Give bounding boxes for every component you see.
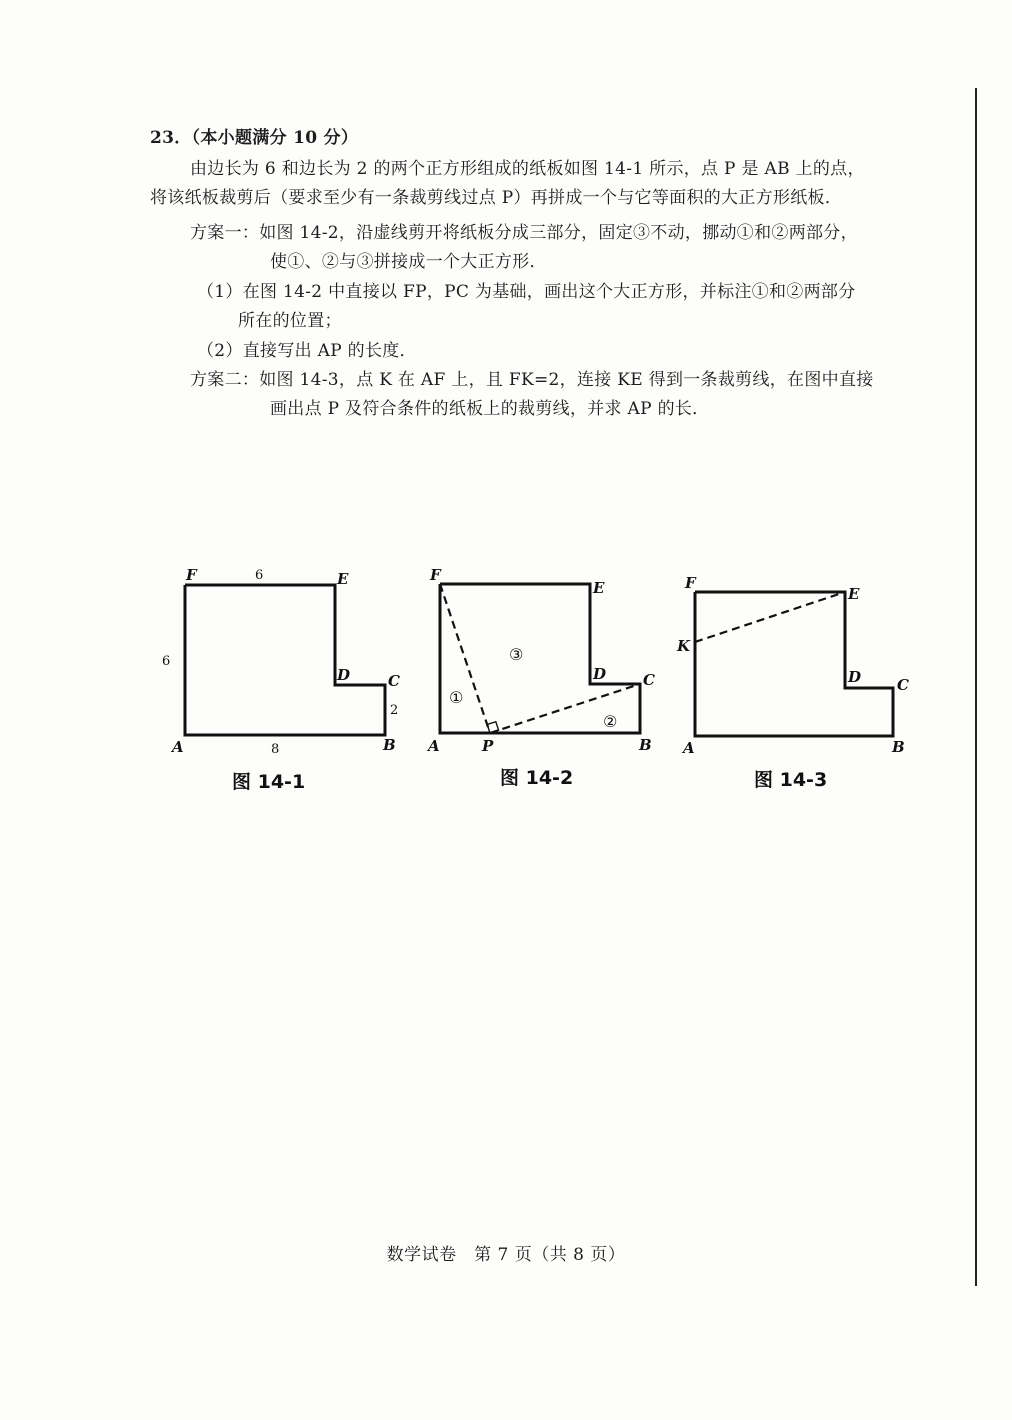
question-line-9: 画出点 P 及符合条件的纸板上的裁剪线，并求 AP 的长．	[270, 399, 710, 419]
fig3-label-B: B	[892, 738, 905, 756]
question-line-1: 由边长为 6 和边长为 2 的两个正方形组成的纸板如图 14-1 所示，点 P 是 AB 上的点，	[190, 159, 865, 179]
fig3-label-E: E	[848, 585, 860, 603]
figure-14-3	[676, 574, 909, 791]
fig1-dim-top: 6	[255, 568, 264, 583]
question-title: 23．（本小题满分 10 分）	[150, 128, 359, 148]
figures-area	[140, 560, 920, 810]
fig2-label-A: A	[428, 737, 440, 755]
figure-14-2	[426, 566, 655, 789]
fig3-label-A: A	[683, 739, 695, 757]
fig3-caption: 图 14-3	[754, 769, 828, 791]
fig2-region-3: ③	[509, 645, 524, 664]
fig2-cut-PC	[490, 684, 640, 733]
fig1-label-C: C	[388, 672, 400, 690]
question-line-5: （1）在图 14-2 中直接以 FP，PC 为基础，画出这个大正方形，并标注①和②两部分	[197, 282, 856, 302]
fig1-label-A: A	[172, 738, 184, 756]
fig1-label-E: E	[337, 570, 349, 588]
fig3-label-C: C	[897, 676, 909, 694]
fig1-dim-left: 6	[162, 654, 171, 669]
question-line-4: 使①、②与③拼接成一个大正方形．	[270, 252, 547, 272]
fig1-dim-right: 2	[390, 703, 399, 718]
fig3-cut-KE	[695, 592, 845, 642]
fig1-dim-bottom: 8	[271, 742, 280, 757]
fig3-outline	[695, 592, 893, 736]
question-line-3: 方案一：如图 14-2，沿虚线剪开将纸板分成三部分，固定③不动，挪动①和②两部分，	[190, 223, 858, 243]
fig3-label-D: D	[848, 668, 862, 686]
question-line-6: 所在的位置；	[238, 311, 342, 331]
page-footer: 数学试卷 第 7 页（共 8 页）	[386, 1245, 626, 1265]
fig2-label-B: B	[639, 736, 652, 754]
fig3-label-F: F	[685, 574, 696, 592]
fig1-outline	[185, 585, 385, 735]
fig1-caption: 图 14-1	[232, 771, 306, 793]
fig2-label-D: D	[593, 665, 607, 683]
fig2-label-P: P	[482, 737, 494, 755]
fig1-label-F: F	[186, 566, 197, 584]
figure-14-1	[162, 566, 400, 793]
question-line-2: 将该纸板裁剪后（要求至少有一条裁剪线过点 P）再拼成一个与它等面积的大正方形纸板．	[150, 188, 843, 208]
fig2-label-F: F	[430, 566, 441, 584]
fig2-cut-FP	[440, 584, 490, 733]
question-line-7: （2）直接写出 AP 的长度．	[197, 341, 417, 361]
page-border-line	[975, 88, 977, 1286]
fig2-region-2: ②	[603, 712, 618, 731]
fig1-label-B: B	[383, 736, 396, 754]
fig3-label-K: K	[677, 637, 691, 655]
fig2-caption: 图 14-2	[500, 767, 574, 789]
fig2-region-1: ①	[449, 688, 464, 707]
fig2-label-E: E	[593, 579, 605, 597]
fig2-outline	[440, 584, 640, 733]
fig2-label-C: C	[643, 671, 655, 689]
fig1-label-D: D	[337, 666, 351, 684]
question-line-8: 方案二：如图 14-3，点 K 在 AF 上，且 FK=2，连接 KE 得到一条裁剪线，在图中直接	[190, 370, 874, 390]
